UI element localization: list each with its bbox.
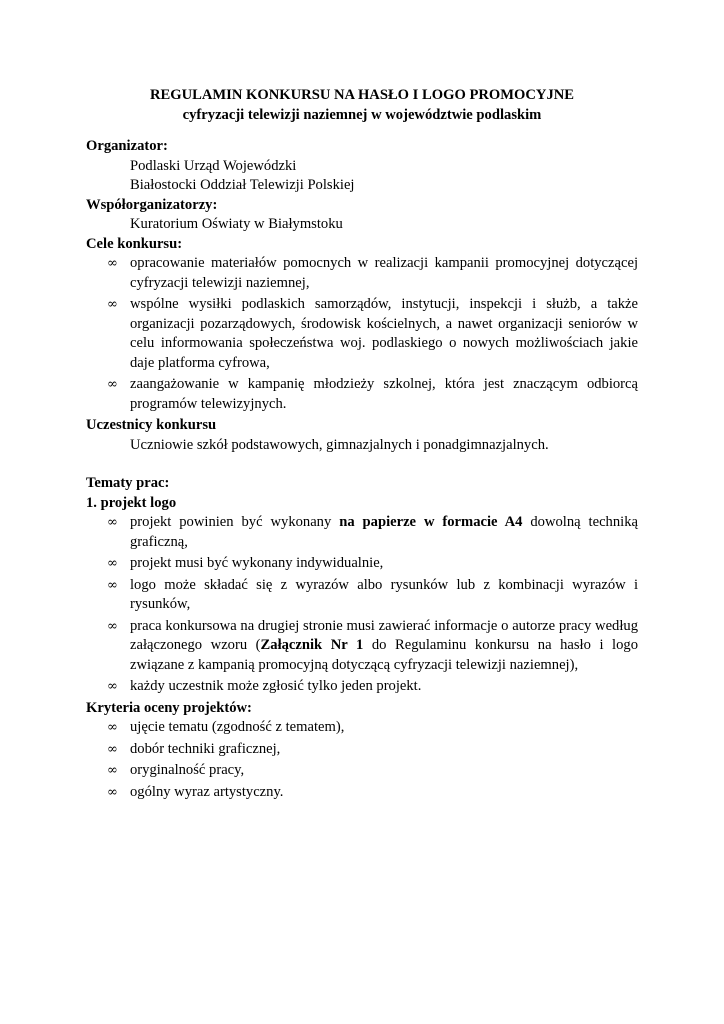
- goal-item: [86, 375, 638, 414]
- organizer-item: Podlaski Urząd Wojewódzki: [130, 157, 297, 174]
- criteria-text: dobór techniki graficznej,: [130, 740, 281, 757]
- infinity-bullet-icon: ∞: [107, 577, 118, 593]
- criteria-text: ujęcie tematu (zgodność z tematem),: [130, 719, 345, 735]
- goals-heading: Cele konkursu:: [86, 235, 183, 252]
- topic-item: [86, 617, 638, 676]
- criteria-item: [86, 718, 638, 738]
- topic-text-bold: na papierze w formacie A4: [339, 514, 523, 530]
- document-title: [0, 86, 724, 125]
- infinity-bullet-icon: ∞: [107, 720, 118, 735]
- criteria-list: [86, 718, 638, 802]
- criteria-item: [86, 740, 638, 760]
- goal-item: [86, 295, 638, 373]
- infinity-bullet-icon: ∞: [107, 679, 118, 694]
- topics-subheading: 1. projekt logo: [86, 494, 177, 511]
- coorganizer-item: Kuratorium Oświaty w Białymstoku: [130, 216, 343, 232]
- goal-text: zaangażowanie w kampanię młodzieży szkolnej, która jest znaczącym odbiorcą programów telewizyjnych.: [130, 376, 638, 412]
- title-line-2: cyfryzacji telewizji naziemnej w województwie podlaskim: [182, 106, 542, 123]
- infinity-bullet-icon: ∞: [107, 556, 118, 571]
- infinity-bullet-icon: ∞: [107, 515, 118, 530]
- infinity-bullet-icon: ∞: [107, 618, 118, 634]
- criteria-text: ogólny wyraz artystyczny.: [130, 783, 284, 800]
- coorganizers-heading: Współorganizatorzy:: [86, 196, 218, 213]
- topic-text-after: dowolną techniką graficzną,: [130, 514, 638, 550]
- infinity-bullet-icon: ∞: [107, 763, 118, 778]
- infinity-bullet-icon: ∞: [107, 297, 118, 312]
- topic-text: projekt musi być wykonany indywidualnie,: [130, 555, 384, 571]
- topic-text-bold: Załącznik Nr 1: [260, 637, 364, 653]
- criteria-text: oryginalność pracy,: [130, 762, 245, 778]
- participants-heading: Uczestnicy konkursu: [86, 417, 217, 433]
- topics-list: [86, 513, 638, 697]
- organizer-heading: Organizator:: [86, 138, 168, 154]
- infinity-bullet-icon: ∞: [107, 784, 118, 800]
- topic-text-after: do Regulaminu konkursu na hasło i logo związane z kampanią promocyjną dotyczącą cyfryzacji telewizji naziemnej),: [130, 637, 639, 673]
- participants-text: Uczniowie szkół podstawowych, gimnazjalnych i ponadgimnazjalnych.: [130, 436, 549, 453]
- topic-item: [86, 513, 638, 552]
- infinity-bullet-icon: ∞: [107, 741, 118, 757]
- infinity-bullet-icon: ∞: [107, 377, 118, 392]
- topic-item: [86, 554, 638, 574]
- topic-text-before: projekt powinien być wykonany: [130, 514, 340, 530]
- document-body: [86, 137, 638, 804]
- infinity-bullet-icon: ∞: [107, 256, 118, 271]
- topic-text-before: praca konkursowa na drugiej stronie musi zawierać informacje o autorze pracy według załączonego wzoru (: [130, 617, 638, 653]
- section-spacer: [86, 455, 638, 474]
- criteria-heading: Kryteria oceny projektów:: [86, 699, 252, 716]
- goal-item: [86, 254, 638, 293]
- topics-heading: Tematy prac:: [86, 475, 170, 491]
- organizer-item: Białostocki Oddział Telewizji Polskiej: [130, 177, 355, 193]
- topic-item: [86, 677, 638, 697]
- goals-list: [86, 254, 638, 414]
- title-line-1: REGULAMIN KONKURSU NA HASŁO I LOGO PROMOCYJNE: [149, 87, 575, 103]
- topic-item: [86, 576, 638, 615]
- topic-text: logo może składać się z wyrazów albo rysunków lub z kombinacji wyrazów i rysunków,: [130, 576, 638, 612]
- criteria-item: [86, 783, 638, 803]
- goal-text: wspólne wysiłki podlaskich samorządów, instytucji, inspekcji i służb, a także organizacji pozarządowych, środowisk kościelnych, a nawet organizacji seniorów w celu informowania społeczeństwa woj. podlaskiego o nowych możliwościach jakie daje platforma cyfrowa,: [130, 296, 638, 371]
- criteria-item: [86, 761, 638, 781]
- topic-text: każdy uczestnik może zgłosić tylko jeden projekt.: [130, 678, 422, 694]
- goal-text: opracowanie materiałów pomocnych w realizacji kampanii promocyjnej dotyczącej cyfryzacji telewizji naziemnej,: [130, 255, 638, 291]
